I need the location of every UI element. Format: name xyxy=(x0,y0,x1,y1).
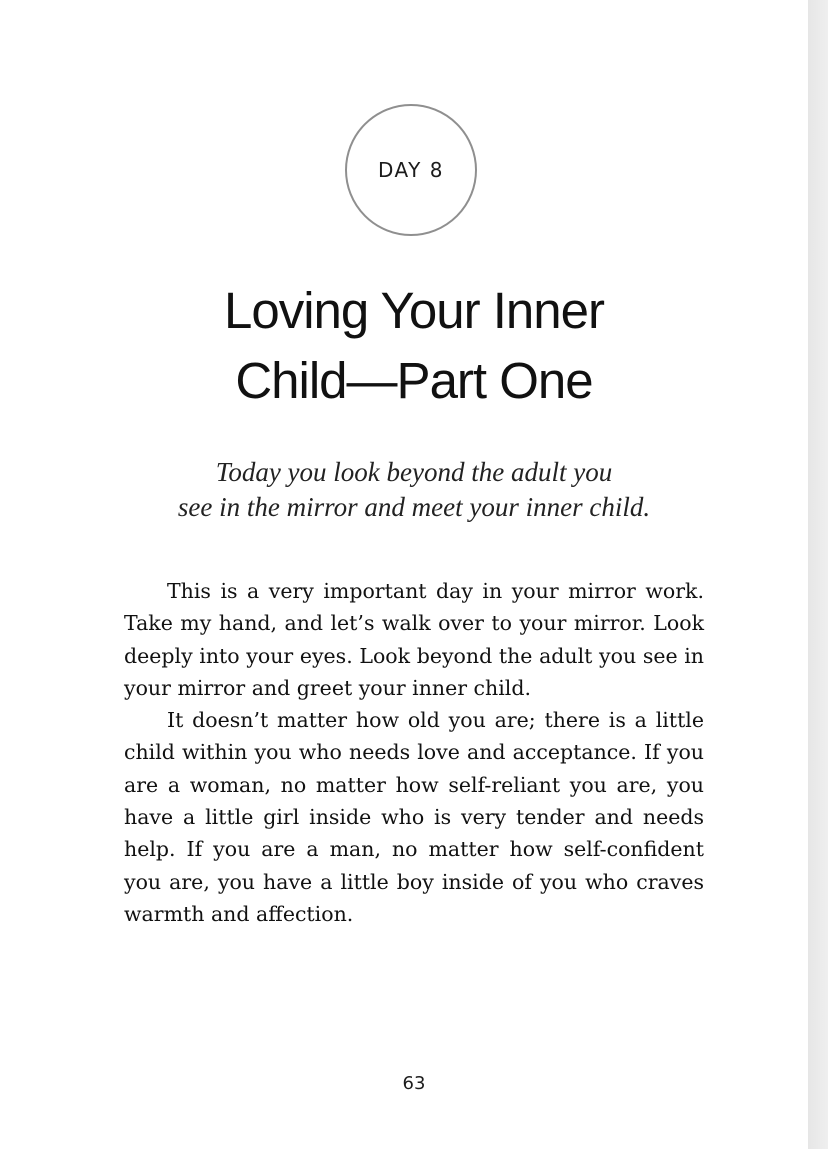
epigraph-line-1: Today you look beyond the adult you xyxy=(215,457,613,487)
paragraph: This is a very important day in your mirror work. Take my hand, and let’s walk over to your mirror. Look deeply into your eyes. Look beyond the adult you see in your mirror and greet your inner child. xyxy=(124,579,704,700)
chapter-title-line-2: Child—Part One xyxy=(235,352,593,409)
body-text xyxy=(124,575,704,930)
day-badge xyxy=(345,104,477,236)
chapter-title xyxy=(0,276,828,416)
epigraph-line-2: see in the mirror and meet your inner child. xyxy=(177,492,651,522)
paragraph: It doesn’t matter how old you are; there is a little child within you who needs love and acceptance. If you are a woman, no matter how self-reliant you are, you have a little girl inside who is very tender and needs help. If you are a man, no matter how self-confident you are, you have a little boy inside of you who craves warmth and affection. xyxy=(124,708,704,926)
day-label: DAY 8 xyxy=(378,158,444,182)
chapter-title-line-1: Loving Your Inner xyxy=(224,282,604,339)
epigraph xyxy=(0,455,828,525)
page-number: 63 xyxy=(402,1073,426,1094)
page-edge xyxy=(808,0,828,1149)
